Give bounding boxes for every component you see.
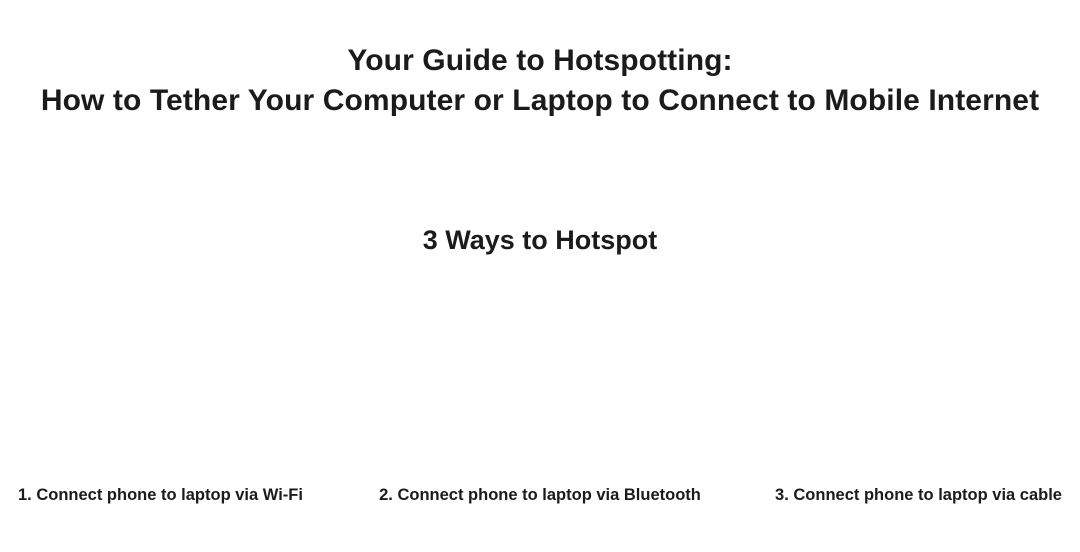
title-line-2: How to Tether Your Computer or Laptop to Connect to Mobile Internet xyxy=(40,83,1040,117)
step-item-1: 1. Connect phone to laptop via Wi-Fi xyxy=(18,486,303,504)
steps-row xyxy=(0,485,1080,506)
title-line-1: Your Guide to Hotspotting: xyxy=(347,44,733,77)
section-subtitle: 3 Ways to Hotspot xyxy=(422,225,658,255)
page-title xyxy=(0,44,1080,119)
step-item-3: 3. Connect phone to laptop via cable xyxy=(775,486,1062,504)
step-item-2: 2. Connect phone to laptop via Bluetooth xyxy=(379,486,701,504)
